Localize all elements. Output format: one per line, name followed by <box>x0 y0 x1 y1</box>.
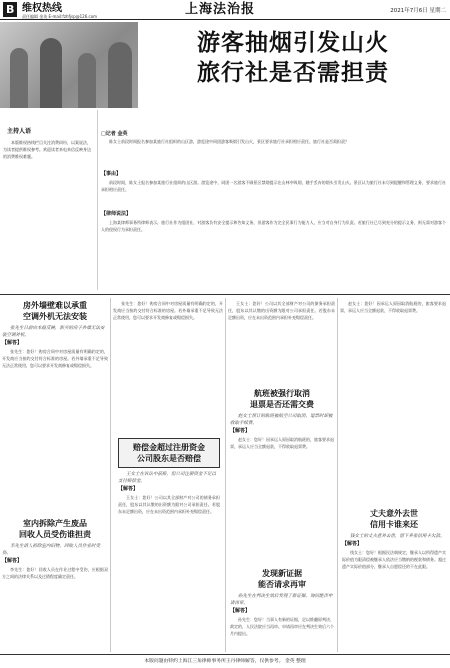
story-3-intro: 王女士在诉讼中获赔，但公司注册资金不足以支付赔偿金。 <box>118 472 216 484</box>
issue-date: 2021年7月6日 星期二 <box>390 8 446 14</box>
case-block <box>101 170 446 206</box>
story-1-text: 张先生：您好！购房合同中对房屋质量有明确约定的，开发商应当按约交付符合标准的房屋。若外墙承重不足导致无法正常使用，您可以要求开发商修复或赔偿损失。 <box>2 349 108 369</box>
host-column <box>0 110 98 290</box>
story-4-continued: 赵女士：您好！因承运人原因取消航班的，旅客要求退票，承运人应当全额退款，不得收取退票费。 <box>340 301 446 314</box>
story-5 <box>230 568 334 642</box>
page-header <box>0 0 450 20</box>
law-block <box>101 210 446 290</box>
column-rule <box>337 298 338 652</box>
story-1 <box>2 300 108 488</box>
story-3-text: 王女士：您好！公司以其全部财产对公司的债务承担责任，股东以其认缴的出资额为限对公司承担责任。若股东未足额出资，应在未出资范围内承担补充赔偿责任。 <box>118 495 220 515</box>
story-3 <box>118 438 220 624</box>
headline <box>140 28 446 88</box>
story-4-title: 航班被强行取消 退票是否还需交费 <box>250 389 314 409</box>
headline-line-2: 旅行社是否需担责 <box>197 60 389 86</box>
story-2-intro: 李先生请人拆除室内旧物，回收人员作业时受伤。 <box>2 544 100 556</box>
column-rule <box>225 298 226 652</box>
law-text: 上海某律师事务所律师表示，旅行社作为组团社，对游客负有安全提示和告知义务，但游客作为完全民事行为能力人，应当对自身行为负责。若旅行社已尽到充分的提示义务，则无需对游客个人的侵权行为承担责任。 <box>101 220 446 233</box>
story-6-text: 钱女士：您好！根据民法典规定，继承人以所得遗产实际价值为限清偿被继承人依法应当缴纳的税款和债务。超过遗产实际价值部分，继承人自愿偿还的不在此限。 <box>342 550 446 570</box>
column-4-top <box>340 300 446 504</box>
article-intro: 陈女士前段时间报名参加某旅行社组织的山区游，游览途中同团游客吸烟引发山火，景区要求旅行社承担相应责任。旅行社是否需担责？ <box>109 139 349 144</box>
story-2-tag: 【解答】 <box>2 558 23 564</box>
law-tag: 【律师说法】 <box>101 211 132 217</box>
story-5-tag: 【解答】 <box>230 608 251 614</box>
case-tag: 【事由】 <box>101 171 122 177</box>
story-2-text: 李先生：您好！回收人员在作业过程中受伤，应根据双方之间的法律关系以及过错程度确定责任。 <box>2 567 108 580</box>
story-3-tag: 【解答】 <box>118 486 139 492</box>
story-5-intro: 孙先生在判决生效后发现了新证据，询问能否申请再审。 <box>230 594 333 606</box>
case-text: 前段时间，陈女士报名参加某旅行社组织的山区游。游览途中，同团一名游客不顾景区禁烟提示在山林中吸烟，随手丢弃的烟头引发山火。景区认为旅行社未尽到提醒和管理义务，要求旅行社承担相应责任。 <box>101 180 446 193</box>
story-4-intro: 赵女士预订的航班被航空公司取消，退票时却被收取手续费。 <box>230 414 333 426</box>
story-6 <box>342 508 446 639</box>
story-2-title: 室内拆除产生废品 回收人员受伤谁担责 <box>19 519 91 539</box>
page-footer: 本版问题由特约上海江三角律师事务所王丹律师解答，仅供参考。 金英 整理 <box>0 654 450 668</box>
host-text: 本版维权热线栏目关注消费纠纷，以案说法，为读者提供维权参考。欢迎读者来电来信反映身边的消费维权难题。 <box>3 140 91 159</box>
news-photo <box>0 22 138 108</box>
story-3-title: 赔偿金超过注册资金 公司股东是否赔偿 <box>118 438 220 468</box>
story-5-text: 孙先生：您好！当事人有新的证据，足以推翻原判决、裁定的，人民法院应当再审。申请再审应在判决生效后六个月内提出。 <box>230 617 334 637</box>
story-4-text: 赵女士：您好！因承运人原因取消航班的，旅客要求退票，承运人应当全额退款，不得收取退票费。 <box>230 437 334 450</box>
story-4 <box>230 388 334 532</box>
section-divider <box>0 294 450 295</box>
story-5-title: 发现新证据 能否请求再审 <box>258 569 306 589</box>
column-editor-line: 责任编辑 金英 E-mail:fzhfjsp@126.com <box>22 14 98 19</box>
newspaper-brand: 上海法治报 <box>185 2 256 17</box>
story-6-tag: 【解答】 <box>342 541 363 547</box>
article-intro-block <box>101 138 446 168</box>
column-3-top <box>228 300 335 384</box>
story-6-intro: 钱女士的丈夫意外去世，留下多张信用卡欠款。 <box>350 534 445 539</box>
column-rule <box>110 298 111 652</box>
story-1-continued: 张先生：您好！购房合同中对房屋质量有明确约定的，开发商应当按约交付符合标准的房屋。若外墙承重不足导致无法正常使用，您可以要求开发商修复或赔偿损失。 <box>113 301 223 321</box>
story-2 <box>2 518 108 646</box>
story-6-title: 丈夫意外去世 信用卡谁来还 <box>370 509 418 529</box>
story-1-title: 房外墙壁难以承重 空调外机无法安装 <box>23 301 87 321</box>
page-badge: B <box>3 2 17 17</box>
story-4-tag: 【解答】 <box>230 428 251 434</box>
story-3-continued: 王女士：您好！公司以其全部财产对公司的债务承担责任，股东以其认缴的出资额为限对公司承担责任。若股东未足额出资，应在未出资范围内承担补充赔偿责任。 <box>228 301 335 321</box>
article-byline: □记者 金英 <box>101 131 128 137</box>
story-1-intro: 张先生日前向本报反映，新买的房子外墙无法安装空调外机。 <box>2 326 105 338</box>
host-label: 主持人语 <box>7 128 32 135</box>
headline-line-1: 游客抽烟引发山火 <box>197 30 389 56</box>
column-name: 维权热线 <box>22 3 62 14</box>
story-1-tag: 【解答】 <box>2 340 23 346</box>
column-2-continued <box>113 300 223 436</box>
